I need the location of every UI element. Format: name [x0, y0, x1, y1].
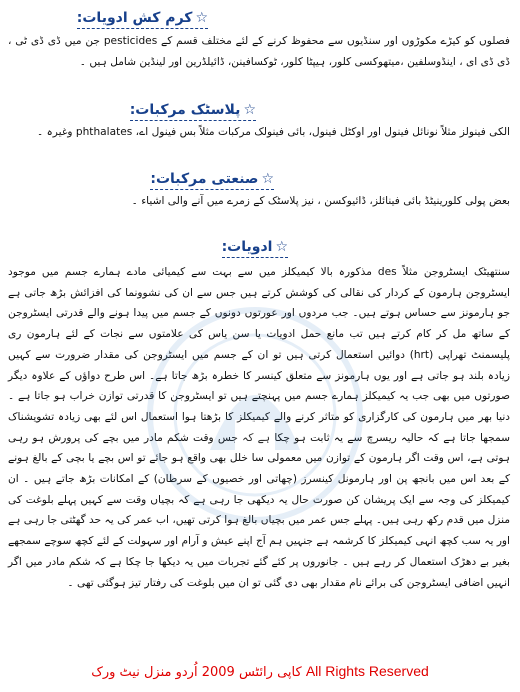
copyright-urdu: کاپی رائٹس 2009 اُردو منزل نیٹ ورک [91, 665, 302, 680]
heading-row-pesticides [8, 7, 208, 29]
section-body-industrial: بعض پولی کلورینیٹڈ بائی فینائلز، ڈائیوکسن ، نیز پلاسٹک کے زمرے میں آنے والی اشیاء ۔ [131, 195, 510, 207]
section-heading-pesticides [77, 8, 208, 29]
section-heading-text: پلاسٹک مرکبات: [129, 102, 241, 118]
section-body-pesticides: فصلوں کو کیڑے مکوڑوں اور سنڈیوں سے محفوظ کرنے کے لئے مختلف قسم کے pesticides جن میں ڈی ڈی ٹی ، ڈی ڈی ای ، اینڈوسلفین ،میتھوکسی کلور، ہیپٹا کلور، ٹوکسافینن، ڈائیلڈرین اور لینڈین شامل ہیں ۔ [8, 35, 510, 68]
copyright-footer [0, 663, 520, 687]
heading-row-industrial [74, 168, 274, 190]
star-icon: ☆ [243, 102, 256, 118]
star-icon: ☆ [261, 171, 274, 187]
section-heading-text: صنعتی مرکبات: [150, 171, 259, 187]
section-heading-industrial [150, 169, 274, 190]
heading-row-plastics [56, 99, 256, 121]
heading-row-medicines [88, 236, 288, 258]
copyright-english: All Rights Reserved [305, 663, 429, 679]
star-icon: ☆ [195, 10, 208, 26]
section-heading-medicines [222, 237, 288, 258]
section-heading-text: ادویات: [221, 239, 273, 255]
star-icon: ☆ [275, 239, 288, 255]
section-body-plastics: الکی فینولز مثلاً نونائل فینول اور اوکٹل فینول، بائی فینولک مرکبات مثلاً بس فینول اے، phthalates وغیرہ ۔ [37, 126, 510, 138]
section-heading-plastics [130, 100, 256, 121]
section-body-medicines: سنتھیٹک ایسٹروجن مثلاً des مذکورہ بالا کیمیکلز میں سے بہت سے کیمیائی مادے ہمارے جسم میں موجود ایسٹروجن ہارمون کے کردار کی نقالی کی کوشش کرتے ہیں جس سے ان کی نشوونما کی افزائش بڑھ جاتی ہے جو ہارمونز سے حساس ہوتے ہیں۔ جب مردوں اور عورتوں دونوں کے جسم میں پیدا ہونے والے قدرتی ایسٹروجن کے ساتھ مل کر کام کرتے ہیں تب مانع حمل ادویات یا سن یاس کی علامتوں سے نجات کے لئے ہارمون ری پلیسمنٹ تھراپی (hrt) دوائیں استعمال کرتی ہیں تو ان کے جسم میں ایسٹروجن کی مقدار ضرورت سے کہیں زیادہ بلند ہو جاتی ہے اور یوں ہارمونز سے متعلق کینسر کا خطرہ بڑھ جاتا ہے۔ اس طرح دواؤں کے علاوہ دیگر صورتوں میں بھی جب یہ کیمیکلز ہمارے جسم میں پہنچتے ہیں تو ایسٹروجن کا قدرتی توازن خراب ہو جاتا ہے ۔ دنیا بھر میں ہارمون کی کارگزاری کو متاثر کرنے والے کیمیکلز کا بڑھتا ہوا استعمال اس لئے بھی زیادہ تشویشناک سمجھا جاتا ہے کہ حالیہ ریسرچ سے یہ ثابت ہو چکا ہے کہ جس وقت شکم مادر میں بچے کی پرورش ہو رہی ہوتی ہے، اس وقت اگر ہارمون کے توازن میں معمولی سا خلل بھی واقع ہو جائے تو اس بچے یا بچی کے بالغ ہونے کے بعد اس میں بانجھ پن اور ہارمونل کینسرز (چھاتی اور خصیوں کے سرطان) کے امکانات بڑھ جاتے ہیں ۔ ان کیمیکلز کی وجہ سے ایک پریشان کن صورت حال یہ دیکھی جا رہی ہے کہ بچیاں وقت سے کہیں پہلے بلوغت کی منزل میں قدم رکھ رہی ہیں۔ پہلے جس عمر میں بچیاں بالغ ہوا کرتی تھیں، اب عمر کی یہ حد گھٹتی جا رہی ہے اور یہ سب کچھ انہی کیمیکلز کا کرشمہ ہے جنہیں ہم آج اپنے عیش و آرام اور سہولت کے لئے کچھ سوچے سمجھے بغیر بے دھڑک استعمال کر رہے ہیں ۔ جانوروں پر کئے گئے تجربات میں یہ دیکھا جا چکا ہے کہ شکم مادر میں اگر انہیں اضافی ایسٹروجن کی برائے نام مقدار بھی دی گئی تو ان میں بلوغت کی رفتار تیز ہوگئی تھی ۔ [8, 266, 511, 589]
section-heading-text: کرم کش ادویات: [76, 10, 193, 26]
